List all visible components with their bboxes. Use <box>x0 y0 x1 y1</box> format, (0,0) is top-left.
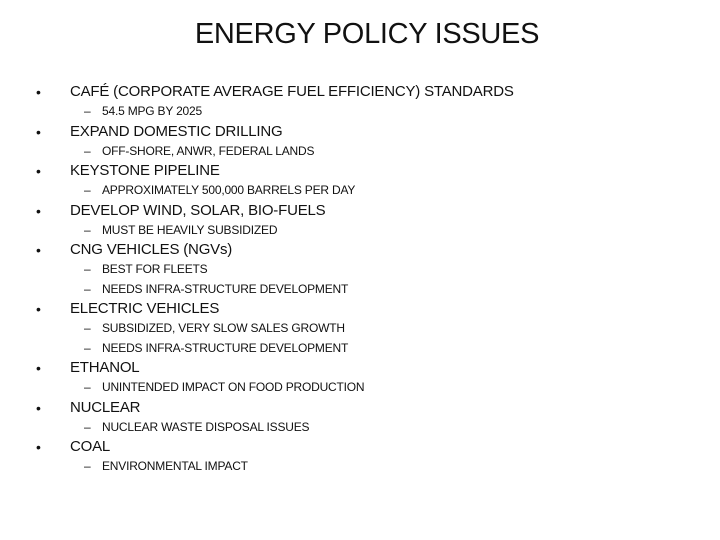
bullet-label: CAFÉ (CORPORATE AVERAGE FUEL EFFICIENCY) STANDARDS <box>70 83 514 100</box>
bullet-icon: • <box>36 242 41 258</box>
dash-icon: – <box>84 222 91 237</box>
sub-item <box>36 418 696 438</box>
dash-icon: – <box>84 183 91 197</box>
sub-label: SUBSIDIZED, VERY SLOW SALES GROWTH <box>102 321 345 335</box>
dash-icon: – <box>84 321 91 335</box>
sub-label: UNINTENDED IMPACT ON FOOD PRODUCTION <box>102 380 365 394</box>
bullet-label: NUCLEAR <box>70 398 141 416</box>
sub-label: APPROXIMATELY 500,000 BARRELS PER DAY <box>102 183 356 197</box>
dash-icon: – <box>84 419 91 434</box>
sub-label: NEEDS INFRA-STRUCTURE DEVELOPMENT <box>102 340 349 355</box>
sub-label: NUCLEAR WASTE DISPOSAL ISSUES <box>102 419 310 434</box>
sub-item <box>36 378 696 398</box>
sub-item <box>36 280 696 300</box>
bullet-item <box>36 437 696 457</box>
bullet-item <box>36 82 696 102</box>
sub-label: BEST FOR FLEETS <box>102 262 208 276</box>
bullet-item <box>36 240 696 260</box>
sub-item <box>36 142 696 162</box>
sub-item <box>36 457 696 477</box>
bullet-item <box>36 201 696 221</box>
sub-label: OFF-SHORE, ANWR, FEDERAL LANDS <box>102 143 315 158</box>
bullet-label: ETHANOL <box>70 359 140 376</box>
sub-item <box>36 181 696 201</box>
bullet-icon: • <box>36 84 41 100</box>
dash-icon: – <box>84 380 91 394</box>
bullet-icon: • <box>36 399 41 416</box>
bullet-item <box>36 161 696 181</box>
bullet-icon: • <box>36 123 41 140</box>
dash-icon: – <box>84 143 91 158</box>
bullet-icon: • <box>36 301 41 317</box>
sub-label: 54.5 MPG BY 2025 <box>102 104 202 118</box>
bullet-item <box>36 398 696 418</box>
dash-icon: – <box>84 262 91 276</box>
bullet-icon: • <box>36 202 41 219</box>
bullet-icon: • <box>36 360 41 376</box>
dash-icon: – <box>84 459 91 473</box>
sub-item <box>36 319 696 339</box>
dash-icon: – <box>84 281 91 296</box>
slide-title: ENERGY POLICY ISSUES <box>194 18 540 50</box>
dash-icon: – <box>84 104 91 118</box>
bullet-item <box>36 299 696 319</box>
sub-label: NEEDS INFRA-STRUCTURE DEVELOPMENT <box>102 281 349 296</box>
bullet-label: DEVELOP WIND, SOLAR, BIO-FUELS <box>70 201 326 219</box>
bullet-item <box>36 122 696 142</box>
bullet-icon: • <box>36 439 41 455</box>
bullet-icon: • <box>36 163 41 179</box>
bullet-label: COAL <box>70 438 111 455</box>
bullet-label: CNG VEHICLES (NGVs) <box>70 241 233 258</box>
sub-item <box>36 221 696 241</box>
sub-item <box>36 260 696 280</box>
sub-item <box>36 102 696 122</box>
dash-icon: – <box>84 340 91 355</box>
bullet-label: ELECTRIC VEHICLES <box>70 300 220 317</box>
bullet-item <box>36 358 696 378</box>
sub-label: MUST BE HEAVILY SUBSIDIZED <box>102 222 278 237</box>
sub-item <box>36 339 696 359</box>
bullet-label: EXPAND DOMESTIC DRILLING <box>70 122 283 140</box>
sub-label: ENVIRONMENTAL IMPACT <box>102 459 248 473</box>
bullet-label: KEYSTONE PIPELINE <box>70 162 220 179</box>
bullet-list <box>36 82 696 477</box>
